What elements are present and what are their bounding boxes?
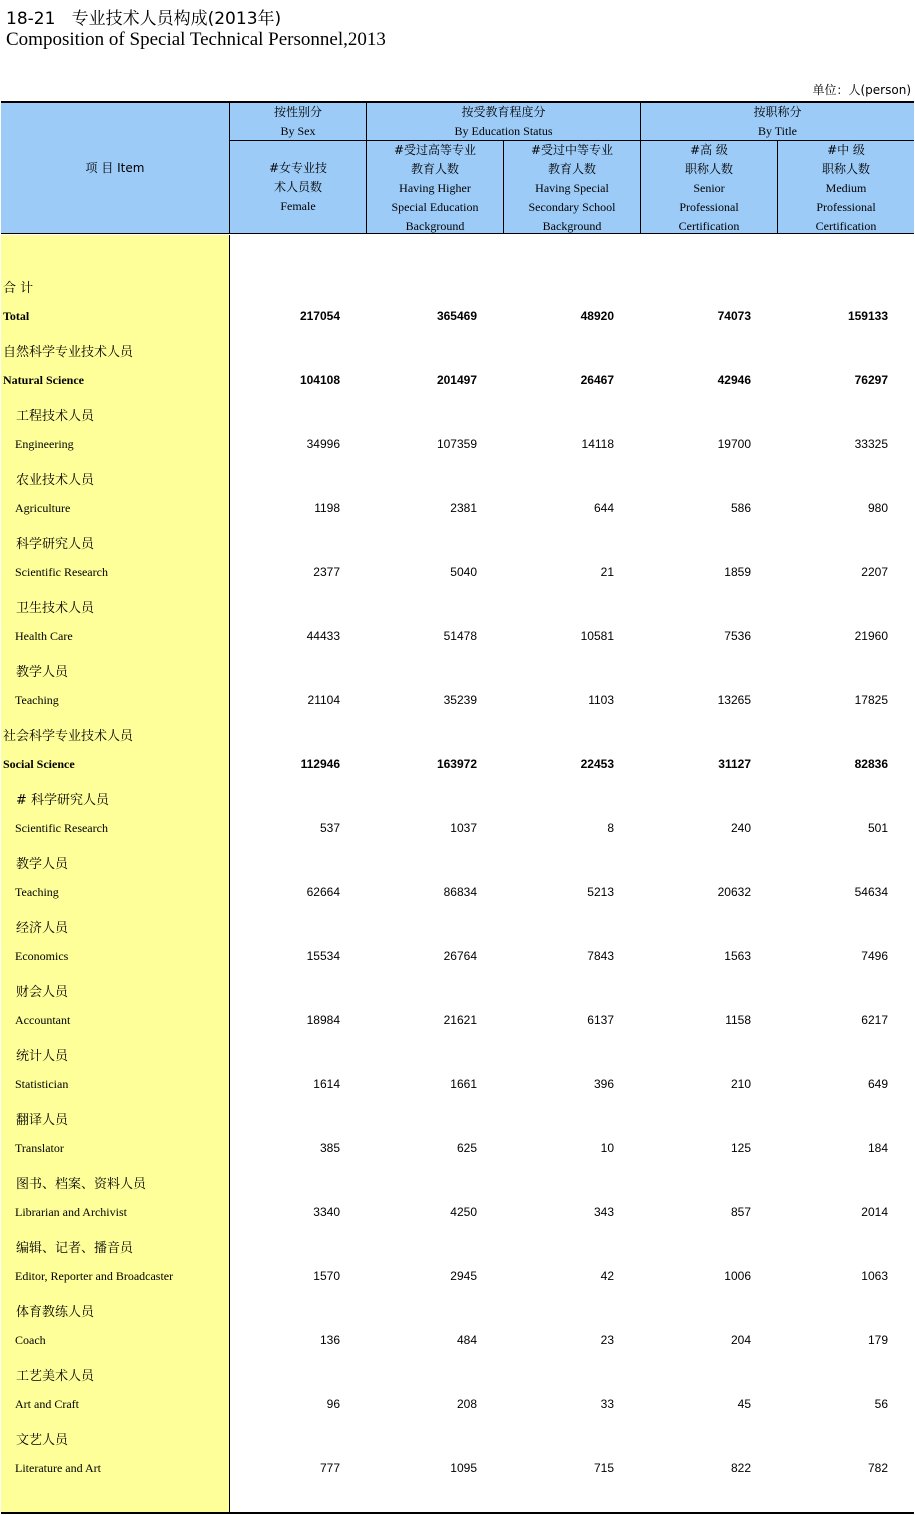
header-col-medium: #中 级 职称人数 Medium Professional Certification bbox=[815, 143, 877, 233]
row-value: 822 bbox=[730, 1461, 751, 1475]
table-row-cn-label bbox=[0, 659, 915, 679]
row-value: 1198 bbox=[314, 501, 340, 515]
row-value: 1563 bbox=[724, 949, 751, 963]
row-label-cn: 体育教练人员 bbox=[16, 1305, 95, 1320]
row-value: 136 bbox=[319, 1333, 340, 1347]
row-value: 14118 bbox=[581, 437, 614, 451]
row-label-cn: 图书、档案、资料人员 bbox=[16, 1177, 147, 1192]
header-col-higher-education: #受过高等专业 教育人数 Having Higher Special Education Background bbox=[391, 143, 479, 233]
table-row-cn-label bbox=[0, 723, 915, 743]
row-label-en: Economics bbox=[15, 949, 69, 963]
row-value: 6137 bbox=[587, 1013, 614, 1027]
row-value: 777 bbox=[319, 1461, 340, 1475]
row-label-en: Literature and Art bbox=[15, 1461, 101, 1475]
table-header bbox=[1, 101, 914, 234]
row-label-cn: # 科学研究人员 bbox=[16, 793, 110, 808]
row-value: 644 bbox=[593, 501, 614, 515]
row-label-en: Total bbox=[3, 309, 30, 323]
row-value: 857 bbox=[730, 1205, 751, 1219]
row-value: 1095 bbox=[450, 1461, 477, 1475]
header-group-education: 按受教育程度分 By Education Status bbox=[454, 105, 553, 138]
row-value: 76297 bbox=[854, 373, 888, 387]
table-row bbox=[0, 755, 915, 775]
row-value: 13265 bbox=[717, 693, 751, 707]
table-row-cn-label bbox=[0, 1363, 915, 1383]
row-value: 184 bbox=[867, 1141, 888, 1155]
table-row bbox=[0, 1459, 915, 1479]
table-row-cn-label bbox=[0, 531, 915, 551]
row-value: 2377 bbox=[313, 565, 340, 579]
row-value: 42 bbox=[600, 1269, 614, 1283]
row-value: 1570 bbox=[313, 1269, 340, 1283]
row-value: 44433 bbox=[306, 629, 340, 643]
row-value: 980 bbox=[867, 501, 888, 515]
table-row bbox=[0, 1011, 915, 1031]
item-column-separator bbox=[229, 235, 230, 1513]
row-value: 33325 bbox=[854, 437, 888, 451]
table-row bbox=[0, 307, 915, 327]
row-value: 56 bbox=[874, 1397, 888, 1411]
table-row bbox=[0, 435, 915, 455]
table-row bbox=[0, 883, 915, 903]
row-label-en: Editor, Reporter and Broadcaster bbox=[15, 1269, 174, 1283]
row-value: 7496 bbox=[861, 949, 888, 963]
row-label-en: Teaching bbox=[15, 693, 59, 707]
table-row-cn-label bbox=[0, 1171, 915, 1191]
row-label-cn: 科学研究人员 bbox=[16, 537, 95, 552]
table-row-cn-label bbox=[0, 915, 915, 935]
row-label-en: Teaching bbox=[15, 885, 59, 899]
row-value: 625 bbox=[456, 1141, 477, 1155]
row-value: 208 bbox=[456, 1397, 477, 1411]
table-row bbox=[0, 1139, 915, 1159]
table-row-cn-label bbox=[0, 1043, 915, 1063]
row-label-cn: 经济人员 bbox=[16, 921, 69, 936]
header-col-senior: #高 级 职称人数 Senior Professional Certification bbox=[678, 143, 740, 233]
table-row-cn-label bbox=[0, 1235, 915, 1255]
row-value: 3340 bbox=[313, 1205, 340, 1219]
table-row-cn-label bbox=[0, 1107, 915, 1127]
table-row-cn-label bbox=[0, 595, 915, 615]
row-value: 107359 bbox=[436, 437, 477, 451]
row-value: 112946 bbox=[300, 757, 340, 771]
row-value: 8 bbox=[607, 821, 614, 835]
row-label-en: Scientific Research bbox=[15, 821, 108, 835]
table-row-cn-label bbox=[0, 851, 915, 871]
row-value: 74073 bbox=[717, 309, 751, 323]
row-label-en: Engineering bbox=[15, 437, 74, 451]
table-row bbox=[0, 1331, 915, 1351]
row-label-cn: 自然科学专业技术人员 bbox=[3, 345, 134, 360]
page-title-cn: 18-21 专业技术人员构成(2013年) bbox=[6, 9, 282, 29]
row-value: 26467 bbox=[580, 373, 614, 387]
row-label-cn: 文艺人员 bbox=[16, 1433, 69, 1448]
row-label-en: Translator bbox=[15, 1141, 64, 1155]
row-value: 62664 bbox=[306, 885, 340, 899]
row-value: 2945 bbox=[450, 1269, 477, 1283]
row-value: 22453 bbox=[580, 757, 614, 771]
row-value: 82836 bbox=[854, 757, 888, 771]
header-group-sex: 按性别分 By Sex bbox=[273, 105, 322, 138]
row-value: 649 bbox=[867, 1077, 888, 1091]
row-value: 5040 bbox=[450, 565, 477, 579]
row-value: 10581 bbox=[580, 629, 614, 643]
row-value: 204 bbox=[730, 1333, 751, 1347]
row-value: 6217 bbox=[861, 1013, 888, 1027]
row-value: 1006 bbox=[724, 1269, 751, 1283]
header-group-title: 按职称分 By Title bbox=[753, 105, 802, 138]
unit-label: 单位：人(person) bbox=[812, 83, 911, 97]
row-value: 45 bbox=[737, 1397, 751, 1411]
row-value: 4250 bbox=[450, 1205, 477, 1219]
row-value: 365469 bbox=[436, 309, 477, 323]
row-value: 715 bbox=[593, 1461, 614, 1475]
row-value: 125 bbox=[730, 1141, 751, 1155]
row-value: 54634 bbox=[854, 885, 888, 899]
row-label-cn: 翻译人员 bbox=[16, 1113, 69, 1128]
row-value: 782 bbox=[867, 1461, 888, 1475]
row-label-en: Agriculture bbox=[15, 501, 71, 515]
row-label-en: Accountant bbox=[15, 1013, 71, 1027]
table-row bbox=[0, 563, 915, 583]
table-row-cn-label bbox=[0, 403, 915, 423]
row-value: 104108 bbox=[299, 373, 340, 387]
item-column-background bbox=[1, 235, 229, 1513]
row-value: 96 bbox=[326, 1397, 340, 1411]
row-value: 396 bbox=[593, 1077, 614, 1091]
row-label-cn: 社会科学专业技术人员 bbox=[3, 729, 134, 744]
row-value: 1614 bbox=[313, 1077, 340, 1091]
row-value: 21 bbox=[600, 565, 614, 579]
row-value: 20632 bbox=[717, 885, 751, 899]
row-label-en: Art and Craft bbox=[15, 1397, 79, 1411]
row-value: 7843 bbox=[587, 949, 614, 963]
row-label-en: Social Science bbox=[3, 757, 75, 771]
row-value: 7536 bbox=[724, 629, 751, 643]
header-col-female: #女专业技 术人员数 Female bbox=[268, 161, 328, 213]
row-label-cn: 编辑、记者、播音员 bbox=[16, 1241, 134, 1256]
row-value: 21621 bbox=[443, 1013, 477, 1027]
table-row bbox=[0, 499, 915, 519]
row-label-en: Health Care bbox=[15, 629, 73, 643]
row-label-cn: 教学人员 bbox=[16, 665, 69, 680]
row-label-cn: 卫生技术人员 bbox=[16, 601, 95, 616]
row-value: 1158 bbox=[725, 1013, 751, 1027]
row-value: 586 bbox=[730, 501, 751, 515]
row-value: 26764 bbox=[443, 949, 477, 963]
table-row bbox=[0, 1395, 915, 1415]
row-value: 21960 bbox=[854, 629, 888, 643]
row-value: 201497 bbox=[436, 373, 477, 387]
table-row bbox=[0, 1203, 915, 1223]
row-label-cn: 工程技术人员 bbox=[16, 409, 95, 424]
row-value: 537 bbox=[319, 821, 340, 835]
row-value: 2207 bbox=[861, 565, 888, 579]
row-value: 501 bbox=[867, 821, 888, 835]
row-value: 2014 bbox=[861, 1205, 888, 1219]
row-value: 1063 bbox=[861, 1269, 888, 1283]
row-label-cn: 统计人员 bbox=[16, 1049, 69, 1064]
table-row bbox=[0, 627, 915, 647]
row-value: 34996 bbox=[306, 437, 340, 451]
row-value: 240 bbox=[730, 821, 751, 835]
header-col-secondary-education: #受过中等专业 教育人数 Having Special Secondary School Background bbox=[528, 143, 616, 233]
table-row bbox=[0, 371, 915, 391]
row-value: 48920 bbox=[580, 309, 614, 323]
row-value: 5213 bbox=[587, 885, 614, 899]
table-row-cn-label bbox=[0, 339, 915, 359]
table-row-cn-label bbox=[0, 1427, 915, 1447]
table-row-cn-label bbox=[0, 787, 915, 807]
row-value: 2381 bbox=[450, 501, 477, 515]
row-label-cn: 工艺美术人员 bbox=[16, 1369, 95, 1384]
row-value: 1103 bbox=[588, 693, 614, 707]
row-label-cn: 财会人员 bbox=[16, 985, 69, 1000]
row-value: 17825 bbox=[854, 693, 888, 707]
row-value: 15534 bbox=[306, 949, 340, 963]
table-row bbox=[0, 1075, 915, 1095]
row-value: 33 bbox=[600, 1397, 614, 1411]
table-row bbox=[0, 1267, 915, 1287]
row-label-cn: 合 计 bbox=[3, 281, 34, 296]
table-bottom-border bbox=[1, 1512, 914, 1514]
row-label-en: Scientific Research bbox=[15, 565, 108, 579]
table-row bbox=[0, 819, 915, 839]
row-value: 23 bbox=[600, 1333, 614, 1347]
row-label-en: Librarian and Archivist bbox=[15, 1205, 127, 1219]
table-row bbox=[0, 691, 915, 711]
row-value: 163972 bbox=[436, 757, 477, 771]
row-value: 210 bbox=[730, 1077, 751, 1091]
row-value: 343 bbox=[593, 1205, 614, 1219]
row-value: 51478 bbox=[443, 629, 477, 643]
row-value: 179 bbox=[867, 1333, 888, 1347]
row-label-cn: 农业技术人员 bbox=[16, 473, 95, 488]
row-label-cn: 教学人员 bbox=[16, 857, 69, 872]
row-value: 1661 bbox=[450, 1077, 477, 1091]
row-value: 86834 bbox=[443, 885, 477, 899]
row-value: 1037 bbox=[450, 821, 477, 835]
row-label-en: Statistician bbox=[15, 1077, 69, 1091]
row-value: 484 bbox=[456, 1333, 477, 1347]
row-value: 18984 bbox=[306, 1013, 340, 1027]
table-row-cn-label bbox=[0, 979, 915, 999]
page-title-en: Composition of Special Technical Personnel,2013 bbox=[6, 29, 386, 50]
row-label-en: Coach bbox=[15, 1333, 46, 1347]
row-value: 19700 bbox=[717, 437, 751, 451]
row-value: 42946 bbox=[717, 373, 751, 387]
table-row-cn-label bbox=[0, 467, 915, 487]
header-item: 项 目 Item bbox=[85, 161, 145, 175]
row-value: 35239 bbox=[443, 693, 477, 707]
table-row-cn-label bbox=[0, 1299, 915, 1319]
row-value: 10 bbox=[600, 1141, 614, 1155]
row-value: 1859 bbox=[724, 565, 751, 579]
row-value: 159133 bbox=[847, 309, 888, 323]
row-value: 31127 bbox=[718, 757, 751, 771]
row-value: 385 bbox=[319, 1141, 340, 1155]
table-row bbox=[0, 947, 915, 967]
row-value: 217054 bbox=[299, 309, 340, 323]
table-row-cn-label bbox=[0, 275, 915, 295]
row-value: 21104 bbox=[307, 693, 340, 707]
row-label-en: Natural Science bbox=[3, 373, 84, 387]
